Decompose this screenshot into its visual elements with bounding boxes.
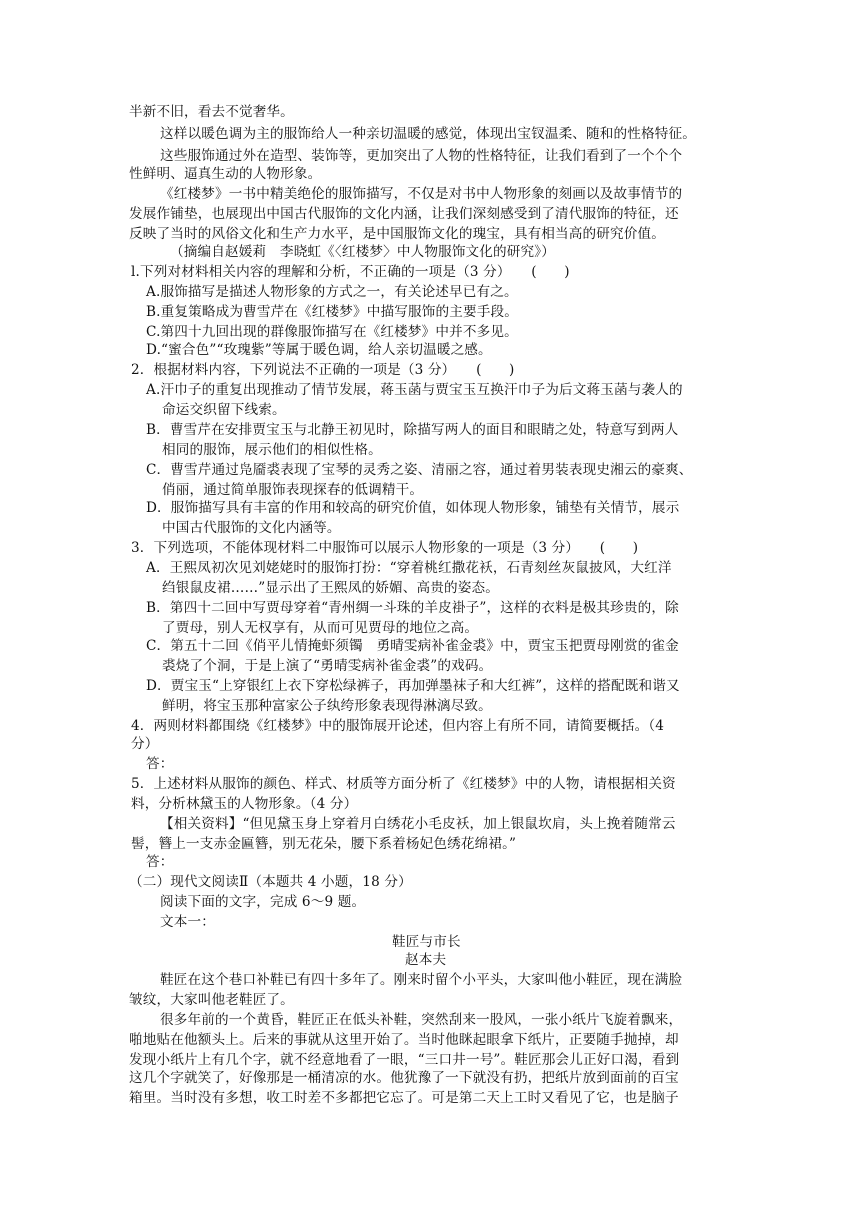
option-d-continued: 鲜明，将宝玉那种富家公子纨绔形象表现得淋漓尽致。 [162,698,492,714]
text-line: 这些服饰通过外在造型、装饰等，更加突出了人物的性格特征，让我们看到了一个个个 [160,148,683,164]
text-label: 文本一： [160,914,215,930]
text-line: 发现小纸片上有几个字，就不经意地看了一眼，“三口井一号”。鞋匠那会儿正好口渴，看到 [129,1052,680,1068]
section-heading: （二）现代文阅读Ⅱ（本题共 4 小题，18 分） [129,874,412,890]
option-b-continued: 相同的服饰，展示他们的相似性格。 [162,442,382,458]
text-line: 《红楼梦》一书中精美绝伦的服饰描写，不仅是对书中人物形象的刻画以及故事情节的 [160,186,683,202]
answer-label: 答： [146,854,174,870]
text-line: 箱里。当时没有多想，收工时差不多都把它忘了。可是第二天上工时又看见了它，也是脑子 [129,1090,679,1106]
text-line: 皱纹，大家叫他老鞋匠了。 [129,992,294,1008]
text-line: 啪地贴在他额头上。后来的事就从这里开始了。当时他眯起眼拿下纸片，正要随手抛掉，却 [129,1032,679,1048]
text-line: 性鲜明、逼真生动的人物形象。 [129,166,322,182]
text-line: 这样以暖色调为主的服饰给人一种亲切温暖的感觉，体现出宝钗温柔、随和的性格特征。 [160,126,697,142]
question-5: 5．上述材料从服饰的颜色、样式、材质等方面分析了《红楼梦》中的人物，请根据相关资 [131,776,676,792]
option-b-continued: 了贾母，别人无权享有，从而可见贾母的地位之高。 [162,620,479,636]
question-2: 2．根据材料内容，下列说法不正确的一项是（3 分） ( ) [131,362,515,378]
option-c: C.第四十九回出现的群像服饰描写在《红楼梦》中并不多见。 [146,324,518,340]
option-d: D．服饰描写具有丰富的作用和较高的研究价值，如体现人物形象，铺垫有关情节，展示 [146,500,680,516]
option-d: D．贾宝玉“上穿银红上衣下穿松绿裤子，再加弹墨袜子和大红裤”，这样的搭配既和谐又 [146,678,680,694]
option-a-continued: 绉银鼠皮裙……”显示出了王熙凤的娇媚、高贵的姿态。 [162,580,499,596]
option-c-continued: 裘烧了个洞，于是上演了“勇晴雯病补雀金裘”的戏码。 [162,658,493,674]
related-material-continued: 髻，簪上一支赤金匾簪，别无花朵，腰下系着杨妃色绣花绵裙。” [131,836,517,852]
text-line: 发展作铺垫，也展现出中国古代服饰的文化内涵，让我们深刻感受到了清代服饰的特征，还 [129,206,679,222]
story-author: 赵本夫 [405,952,447,968]
option-c: C．曹雪芹通过凫靥裘表现了宝琴的灵秀之姿、清丽之容，通过着男装表现史湘云的豪爽、 [146,462,693,478]
question-3: 3．下列选项，不能体现材料二中服饰可以展示人物形象的一项是（3 分） ( ) [131,540,639,556]
option-c-continued: 俏丽，通过简单服饰表现探春的低调精干。 [162,482,424,498]
question-4: 4．两则材料都围绕《红楼梦》中的服饰展开论述，但内容上有所不同，请简要概括。（4 [131,718,665,734]
question-4-continued: 分） [131,736,159,752]
option-d: D.“蜜合色”“玫瑰紫”等属于暖色调，给人亲切温暖之感。 [146,342,492,358]
option-b: B．曹雪芹在安排贾宝玉与北静王初见时，除描写两人的面目和眼睛之处，特意写到两人 [146,422,679,438]
question-1: l.下列对材料相关内容的理解和分析，不正确的一项是（3 分） ( ) [131,264,570,280]
story-title: 鞋匠与市长 [392,934,461,950]
text-line: 半新不旧，看去不觉奢华。 [129,104,294,120]
option-b: B.重复策略成为曹雪芹在《红楼梦》中描写服饰的主要手段。 [146,304,518,320]
source-citation: （摘编自赵媛莉 李晓虹《〈红楼梦〉中人物服饰文化的研究》） [170,244,555,260]
option-d-continued: 中国古代服饰的文化内涵等。 [162,520,341,536]
text-line: 反映了当时的风俗文化和生产力水平，是中国服饰文化的瑰宝，具有相当高的研究价值。 [129,226,666,242]
text-line: 很多年前的一个黄昏，鞋匠正在低头补鞋，突然刮来一股风，一张小纸片飞旋着飘来， [160,1012,683,1028]
option-b: B．第四十二回中写贾母穿着“青州绸一斗珠的羊皮褂子”，这样的衣料是极其珍贵的，除 [146,600,679,616]
option-c: C．第五十二回《俏平儿情掩虾须镯 勇晴雯病补雀金裘》中，贾宝玉把贾母刚赏的雀金 [146,638,679,654]
option-a: A.汗巾子的重复出现推动了情节发展，蒋玉菡与贾宝玉互换汗巾子为后文蒋玉菡与袭人的 [146,382,683,398]
option-a-continued: 命运交织留下线索。 [162,402,286,418]
text-line: 这几个字就笑了，好像那是一桶清凉的水。他犹豫了一下就没有扔，把纸片放到面前的百宝 [129,1070,679,1086]
text-line: 鞋匠在这个巷口补鞋已有四十多年了。刚来时留个小平头，大家叫他小鞋匠，现在满脸 [160,972,683,988]
instruction: 阅读下面的文字，完成 6～9 题。 [160,894,366,910]
option-a: A.服饰描写是描述人物形象的方式之一，有关论述早已有之。 [146,284,518,300]
question-5-continued: 料，分析林黛玉的人物形象。（4 分） [131,796,358,812]
answer-label: 答： [146,756,174,772]
related-material: 【相关资料】“但见黛玉身上穿着月白绣花小毛皮袄，加上银鼠坎肩，头上挽着随常云 [160,816,676,832]
option-a: A．王熙凤初次见刘姥姥时的服饰打扮：“穿着桃红撒花袄，石青刻丝灰鼠披风，大红洋 [146,560,672,576]
